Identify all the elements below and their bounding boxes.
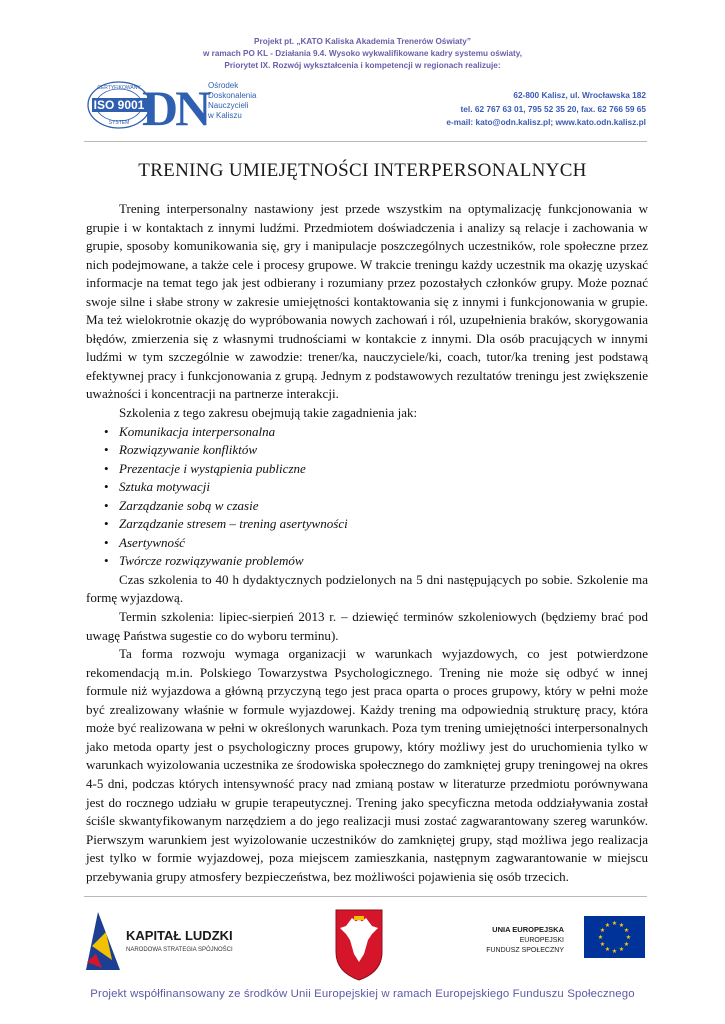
contact-address: 62-800 Kalisz, ul. Wrocławska 182 — [513, 90, 646, 100]
list-item: • Rozwiązywanie konfliktów — [86, 441, 648, 460]
funding-note: Projekt współfinansowany ze środków Unii Europejskiej w ramach Europejskiego Funduszu Społecznego — [90, 988, 635, 1000]
svg-text:★: ★ — [604, 922, 611, 929]
svg-text:★: ★ — [625, 934, 632, 941]
odn-name-line4: w Kaliszu — [208, 111, 242, 120]
svg-text:★: ★ — [597, 934, 604, 941]
svg-text:★: ★ — [611, 920, 618, 927]
footer-divider — [84, 896, 647, 897]
contact-block — [446, 89, 646, 130]
topics-list — [86, 423, 648, 571]
bullet-icon: • — [104, 423, 109, 439]
duration-paragraph: Czas szkolenia to 40 h dydaktycznych podzielonych na 5 dni następujących po sobie. Szkolenie ma formę wyjazdową. — [86, 571, 648, 606]
contact-phones: tel. 62 767 63 01, 795 52 35 20, fax. 62 766 59 65 — [460, 103, 646, 114]
eu-line2: EUROPEJSKI — [519, 937, 564, 944]
eu-line1: UNIA EUROPEJSKA — [492, 925, 564, 934]
eu-flag-icon — [584, 916, 645, 958]
project-header — [0, 36, 725, 72]
eu-fund-text — [486, 925, 564, 954]
term-paragraph: Termin szkolenia: lipiec-sierpień 2013 r. – dziewięć terminów szkoleniowych (będziemy brać pod uwagę Państwa sugestie co do wyboru terminu). — [86, 609, 648, 643]
svg-text:★: ★ — [599, 927, 606, 934]
odn-logo — [86, 78, 286, 133]
iso-ring-bottom-text: SYSTEM — [108, 120, 130, 126]
svg-text:★: ★ — [611, 948, 618, 955]
form-paragraph: Ta forma rozwoju wymaga organizacji w warunkach wyjazdowych, co jest potwierdzone rekomendacją m.in. Polskiego Towarzystwa Psychologicznego. Trening nie może się odbyć w innej formule niż wyjazdowa a główną przyczyną tego jest praca oparta o proces grupowy, który w pełni może być zrealizowany właśnie w formule wyjazdowej. Każdy trening ma odpowiednią strukturę pracy, która może być realizowana w pełni w określonych warunkach. Poza tym trening umiejętności interpersonalnych jako metoda oparty jest o psychologiczny proces grupowy, który możliwy jest do uruchomienia tylko w warunkach wyizolowania uczestnika ze środowiska społecznego do zamkniętej grupy treningowej na okres 4-5 dni, podczas których intensywność pracy nad zmianą postaw w literaturze przedmiotu porównywana jest do rocznego udziału w grupie terapeutycznej. Trening jako specyficzna metoda oddziaływania został ściśle skwantyfikowanym narzędziem a do jego realizacji musi zostać zagwarantowany szereg warunków. Pierwszym warunkiem jest wyizolowanie uczestników do zamkniętej grupy, stąd możliwa jego realizacja jest tylko w formie wyjazdowej, poza miejscem zamieszkania, następnym zagwarantowanie w miejscu przebywania grupy atmosfery bezpieczeństwa, bez możliwości pojawienia się osób trzecich. — [86, 646, 648, 884]
bullet-icon: • — [104, 516, 109, 532]
wielkopolska-crest-icon — [336, 910, 382, 980]
svg-text:★: ★ — [623, 927, 630, 934]
svg-text:★: ★ — [604, 946, 611, 953]
footer-logos — [84, 902, 647, 982]
project-header-line2: w ramach PO KL - Działania 9.4. Wysoko wykwalifikowane kadry systemu oświaty, — [203, 49, 522, 58]
project-header-line1: Projekt pt. „KATO Kaliska Akademia Trenerów Oświaty” — [254, 37, 471, 46]
list-item: • Asertywność — [86, 534, 648, 553]
svg-text:★: ★ — [623, 941, 630, 948]
contact-email[interactable]: e-mail: kato@odn.kalisz.pl; www.kato.odn.kalisz.pl — [446, 117, 646, 127]
kl-title: KAPITAŁ LUDZKI — [126, 928, 233, 943]
list-item: • Twórcze rozwiązywanie problemów — [86, 552, 648, 571]
bullet-icon: • — [104, 460, 109, 476]
odn-dn-mark: DN — [142, 80, 209, 133]
document-body — [86, 200, 648, 886]
bullet-icon: • — [104, 534, 109, 550]
page-title: TRENING UMIEJĘTNOŚCI INTERPERSONALNYCH — [138, 160, 587, 181]
bullet-icon: • — [104, 442, 109, 458]
list-item: • Prezentacje i wystąpienia publiczne — [86, 460, 648, 479]
list-item: • Komunikacja interpersonalna — [86, 423, 648, 442]
intro-paragraph: Trening interpersonalny nastawiony jest przede wszystkim na optymalizację funkcjonowania w grupie i w kontaktach z innymi ludźmi. Przedmiotem doświadczenia i analizy są relacje i zachowania w grupie, sposoby komunikowania się, gry i manipulacje poszczególnych uczestników, role społeczne przez nich podejmowane, a także cele i procesy grupowe. W trakcie treningu każdy uczestnik ma okazję uzyskać informacje na temat tego jak jest odbierany i rozumiany przez pozostałych członków grupy. Może poznać swoje silne i słabe strony w zakresie umiejętności kontaktowania się z innymi i funkcjonowania w grupie. Ma też wielokrotnie okazję do wypróbowania nowych zachowań i ról, uzupełnienia braków, skorygowania błędów, zmierzenia się z własnymi trudnościami w kontakcie z innymi. Dla osób pracujących w innymi ludźmi w tym szczególnie w zawodzie: trener/ka, nauczyciele/ki, coach, tutor/ka trening jest podstawą efektywnej pracy i funkcjonowania z grupą. Jednym z podstawowych rezultatów treningu jest zwiększenie uważności i koncentracji na partnerze interakcji. — [86, 201, 648, 402]
kl-subtitle: NARODOWA STRATEGIA SPÓJNOŚCI — [126, 947, 233, 953]
svg-text:★: ★ — [599, 941, 606, 948]
svg-text:★: ★ — [618, 946, 625, 953]
kapital-ludzki-logo — [86, 912, 233, 970]
bullet-icon: • — [104, 479, 109, 495]
iso-ring-top-text: CERTYFIKOWANY — [97, 85, 141, 91]
list-item: • Sztuka motywacji — [86, 478, 648, 497]
topics-intro: Szkolenia z tego zakresu obejmują takie zagadnienia jak: — [119, 405, 418, 421]
bullet-icon: • — [104, 497, 109, 513]
project-header-line3: Priorytet IX. Rozwój wykształcenia i kompetencji w regionach realizuje: — [224, 61, 501, 70]
odn-logo-graphic — [86, 78, 286, 133]
bullet-icon: • — [104, 553, 109, 569]
odn-name-line3: Nauczycieli — [208, 101, 249, 110]
odn-name-line2: Doskonalenia — [208, 91, 257, 100]
header-divider — [84, 141, 647, 142]
footer-logos-graphic — [84, 902, 647, 982]
iso-label: ISO 9001 — [93, 98, 145, 112]
svg-text:★: ★ — [618, 922, 625, 929]
list-item: • Zarządzanie stresem – trening asertywności — [86, 515, 648, 534]
eu-line3: FUNDUSZ SPOŁECZNY — [486, 947, 564, 954]
odn-name-line1: Ośrodek — [208, 81, 239, 90]
list-item: • Zarządzanie sobą w czasie — [86, 497, 648, 516]
